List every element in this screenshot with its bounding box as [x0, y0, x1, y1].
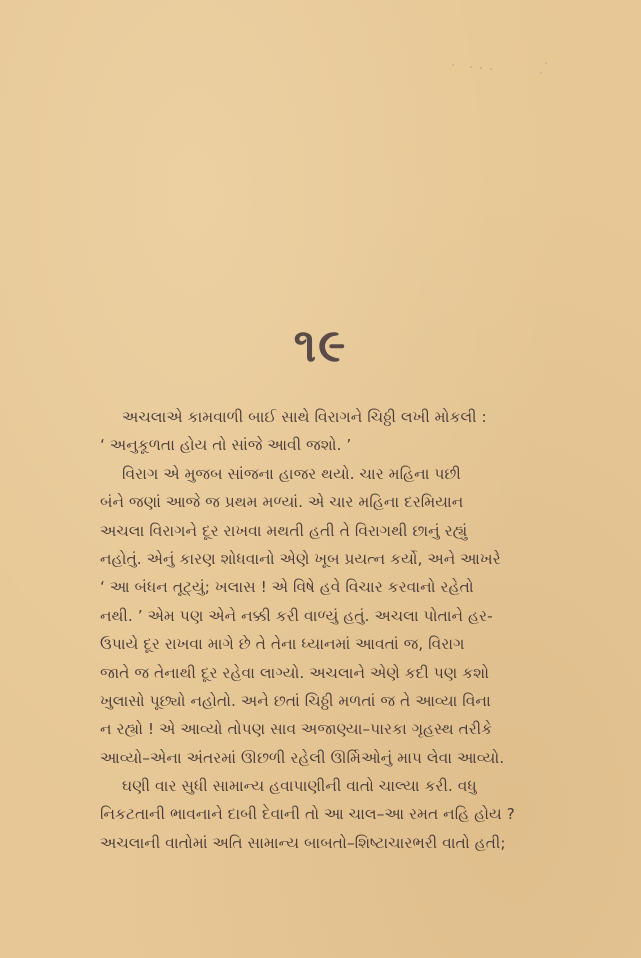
text-line: નહોતું. એનું કારણ શોધવાનો એણે ખૂબ પ્રયત્ન કર્યો, અને આખરે [100, 549, 501, 568]
text-line: વિરાગ એ મુજબ સાંજના હાજર થયો. ચાર મહિના પછી [122, 464, 461, 483]
paper-speck [540, 72, 542, 74]
text-line: નથી. ’ એમ પણ એને નક્કી કરી વાળ્યું હતું. અચલા પોતાને હર- [100, 606, 493, 625]
text-line: જાતે જ તેનાથી દૂર રહેવા લાગ્યો. અચલાને એણે કદી પણ કશો [100, 663, 489, 682]
paper-speck [545, 62, 547, 64]
paper-speck [452, 64, 454, 66]
text-line: અચલાએ કામવાળી બાઈ સાથે વિરાગને ચિઠ્ઠી લખી મોકલી : [122, 408, 487, 426]
text-line: આવ્યો–એના અંતરમાં ઊછળી રહેલી ઊર્મિઓનું માપ લેવા આવ્યો. [100, 748, 505, 767]
text-line: ઘણી વાર સુધી સામાન્ય હવાપાણીની વાતો ચાલ્યા કરી. વધુ [122, 777, 477, 796]
text-line: બંને જણાં આજે જ પ્રથમ મળ્યાં. એ ચાર મહિના દરમિયાન [100, 493, 464, 512]
text-line: ખુલાસો પૂછ્યો નહોતો. અને છતાં ચિઠ્ઠી મળતાં જ તે આવ્યા વિના [100, 691, 491, 710]
chapter-number: ૧૯ [293, 318, 348, 372]
text-line: અચલાની વાતોમાં અતિ સામાન્ય બાબતો–શિષ્ટાચારભરી વાતો હતી; [100, 833, 506, 852]
body-text [100, 403, 578, 857]
paper-speck [490, 68, 492, 70]
paper-speck [480, 67, 482, 69]
paper-speck [470, 66, 472, 68]
text-line: ન રહ્યો ! એ આવ્યો તોપણ સાવ અજાણ્યા–પારકા ગૃહસ્થ તરીકે [100, 720, 493, 739]
text-line: અચલા વિરાગને દૂર રાખવા મથતી હતી તે વિરાગથી છાનું રહ્યું [100, 521, 468, 540]
text-line: ‘ આ બંધન તૂટ્યું; ખલાસ ! એ વિષે હવે વિચાર કરવાનો રહેતો [100, 578, 474, 597]
text-line: નિકટતાની ભાવનાને દાબી દેવાની તો આ ચાલ–આ રમત નહિ હોય ? [100, 805, 515, 824]
text-line: ઉપાયે દૂર રાખવા માગે છે તે તેના ધ્યાનમાં આવતાં જ, વિરાગ [100, 635, 465, 654]
text-line: ‘ અનુકૂળતા હોય તો સાંજે આવી જશો. ’ [100, 436, 352, 455]
